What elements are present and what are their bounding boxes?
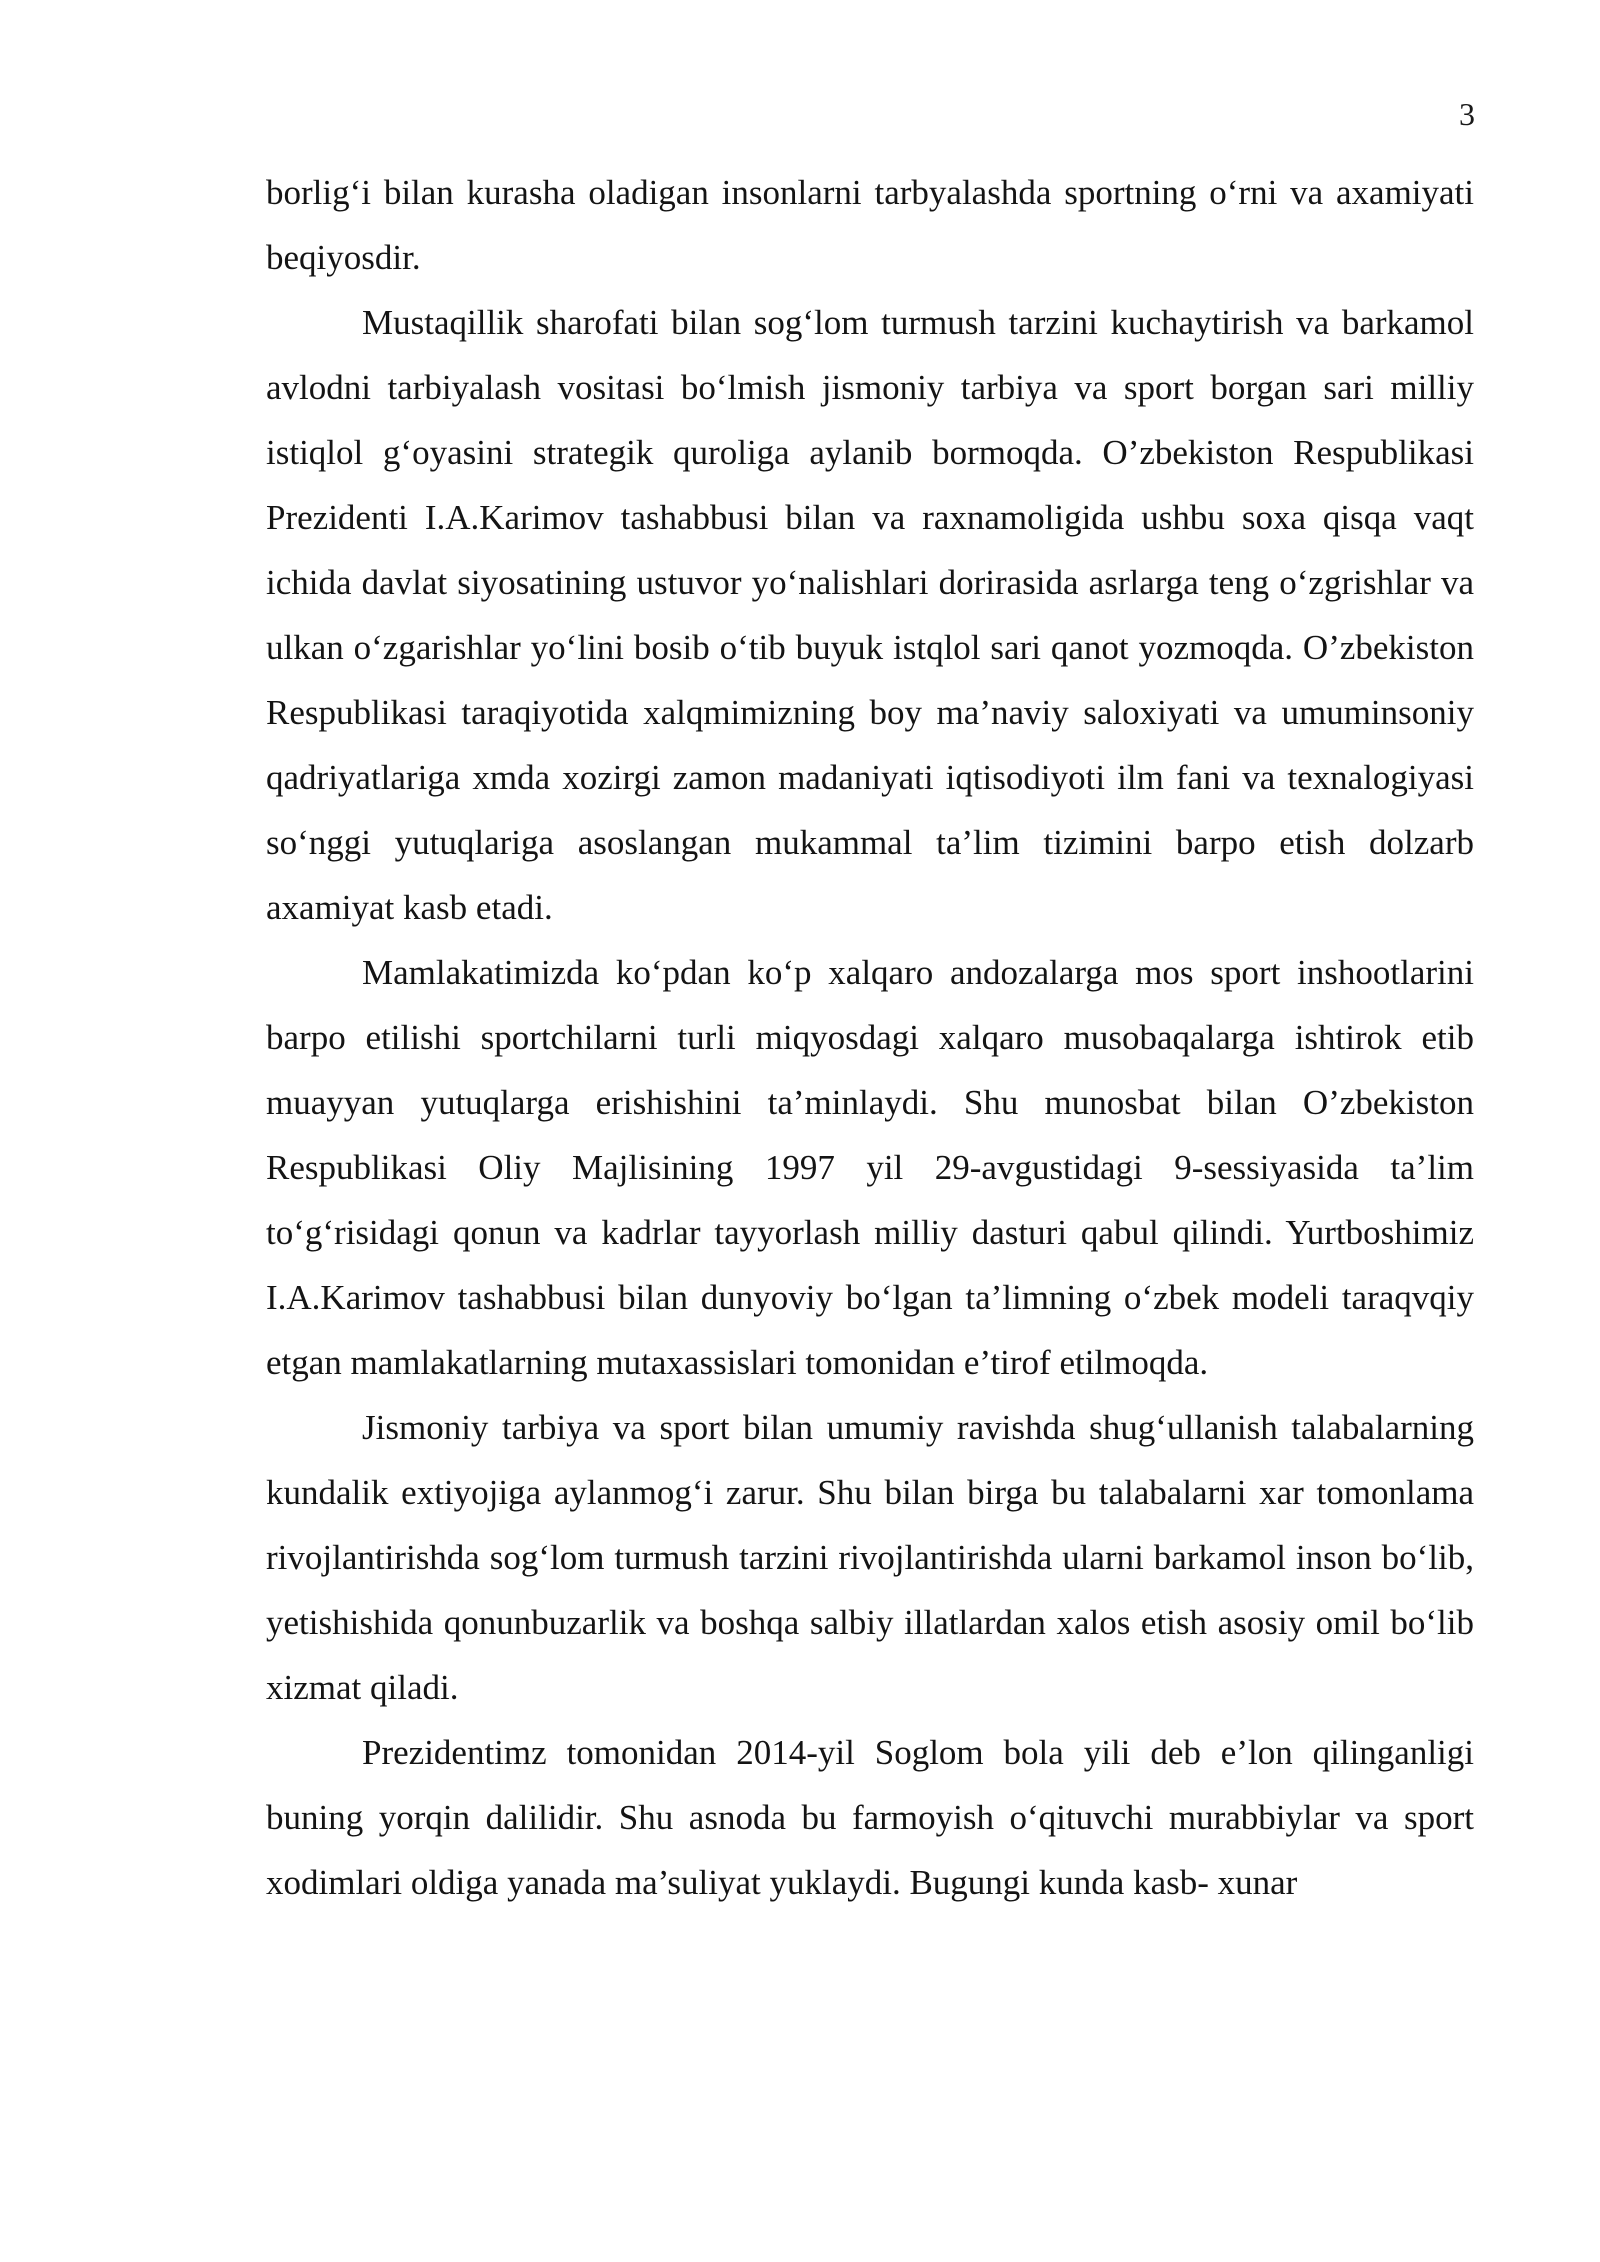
paragraph: Prezidentimz tomonidan 2014-yil Soglom bola yili deb e’lon qilinganligi buning yorqin dalilidir. Shu asnoda bu farmoyish o‘qituvchi murabbiylar va sport xodimlari oldiga yanada ma’suliyat yuklaydi. Bugungi kunda kasb- xunar (266, 1733, 1474, 1902)
paragraph: Mamlakatimizda ko‘pdan ko‘p xalqaro andozalarga mos sport inshootlarini barpo etilishi sportchilarni turli miqyosdagi xalqaro musobaqalarga ishtirok etib muayyan yutuqlarga erishishini ta’minlaydi. Shu munosbat bilan O’zbekiston Respublikasi Oliy Majlisining 1997 yil 29-avgustidagi 9-sessiyasida ta’lim to‘g‘risidagi qonun va kadrlar tayyorlash milliy dasturi qabul qilindi. Yurtboshimiz I.A.Karimov tashabbusi bilan dunyoviy bo‘lgan ta’limning o‘zbek modeli taraqvqiy etgan mamlakatlarning mutaxassislari tomonidan e’tirof etilmoqda. (266, 953, 1474, 1382)
body-text (266, 160, 1474, 1915)
page-number: 3 (1459, 96, 1475, 132)
paragraph-continuation: borlig‘i bilan kurasha oladigan insonlarni tarbyalashda sportning o‘rni va axamiyati beqiyosdir. (266, 173, 1474, 277)
paragraph: Jismoniy tarbiya va sport bilan umumiy ravishda shug‘ullanish talabalarning kundalik extiyojiga aylanmog‘i zarur. Shu bilan birga bu talabalarni xar tomonlama rivojlantirishda sog‘lom turmush tarzini rivojlantirishda ularni barkamol inson bo‘lib, yetishishida qonunbuzarlik va boshqa salbiy illatlardan xalos etish asosiy omil bo‘lib xizmat qiladi. (266, 1408, 1474, 1707)
paragraph: Mustaqillik sharofati bilan sog‘lom turmush tarzini kuchaytirish va barkamol avlodni tarbiyalash vositasi bo‘lmish jismoniy tarbiya va sport borgan sari milliy istiqlol g‘oyasini strategik quroliga aylanib bormoqda. O’zbekiston Respublikasi Prezidenti I.A.Karimov tashabbusi bilan va raxnamoligida ushbu soxa qisqa vaqt ichida davlat siyosatining ustuvor yo‘nalishlari dorirasida asrlarga teng o‘zgrishlar va ulkan o‘zgarishlar yo‘lini bosib o‘tib buyuk istqlol sari qanot yozmoqda. O’zbekiston Respublikasi taraqiyotida xalqmimizning boy ma’naviy saloxiyati va umuminsoniy qadriyatlariga xmda xozirgi zamon madaniyati iqtisodiyoti ilm fani va texnalogiyasi so‘nggi yutuqlariga asoslangan mukammal ta’lim tizimini barpo etish dolzarb axamiyat kasb etadi. (266, 303, 1474, 927)
